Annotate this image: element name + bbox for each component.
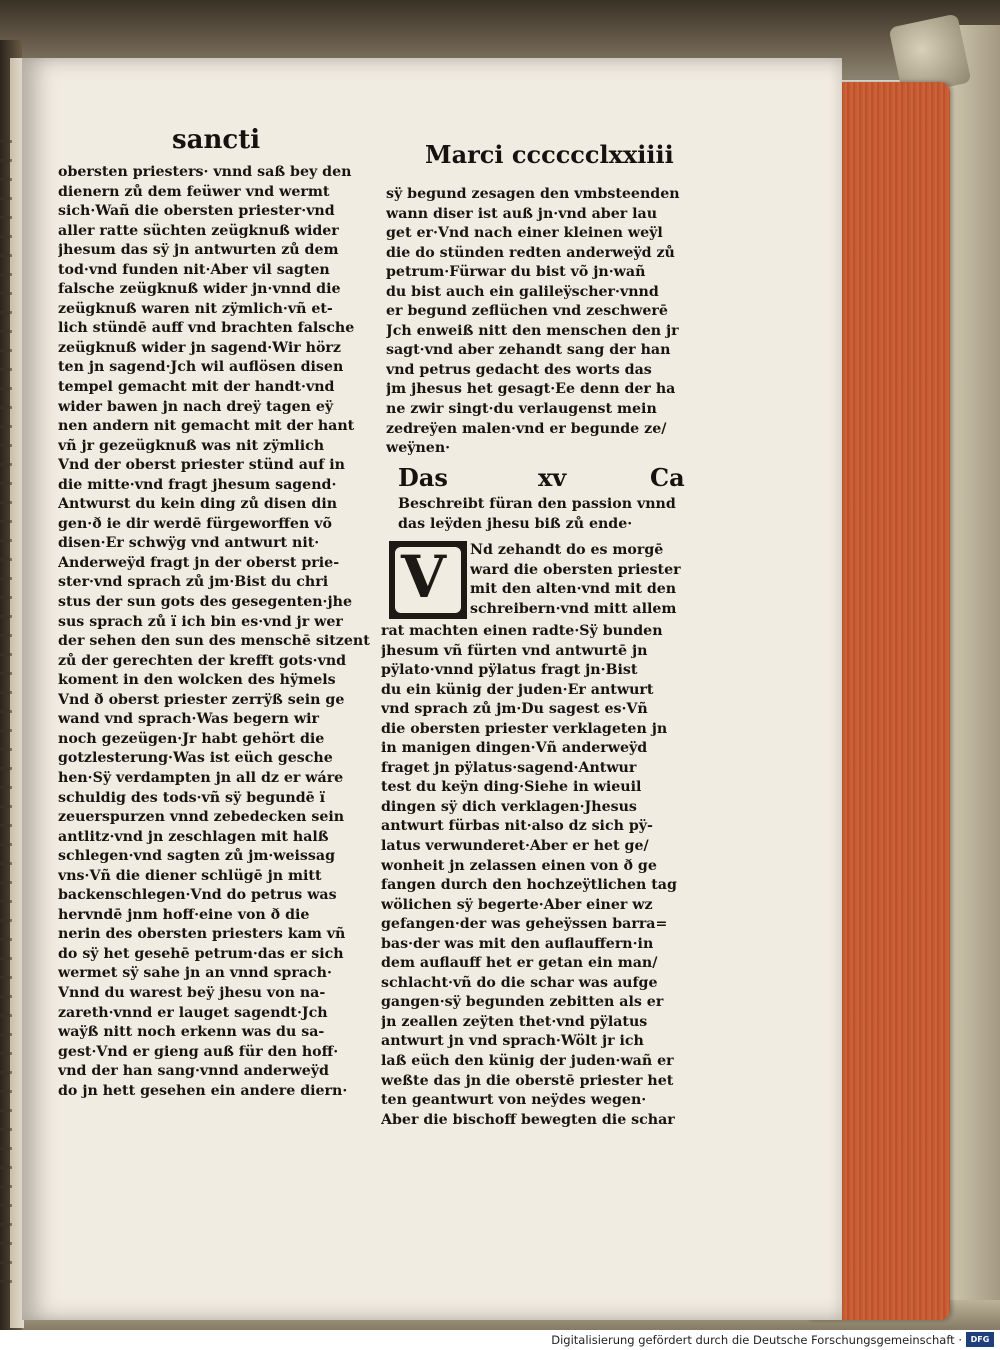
text-line: wölichen sÿ begerte·Aber einer wz [381,896,653,913]
text-line: koment in den wolcken des hÿmels [58,672,336,689]
text-line: get er·Vnd nach einer kleinen weÿl [386,225,663,242]
text-line: zedreÿen malen·vnd er begunde ze/ [386,420,667,437]
text-line: fraget jn pÿlatus·sagend·Antwur [381,759,637,776]
text-line: vnd sprach zů jm·Du sagest es·Vñ [381,701,648,718]
chapter-heading-number: xv [538,463,567,492]
text-line: dingen sÿ dich verklagen·Jhesus [381,798,637,815]
text-line: gest·Vnd er gieng auß für den hoff· [58,1043,339,1060]
text-line: vnd der han sang·vnnd anderweÿd [58,1063,329,1080]
text-line: sÿ begund zesagen den vmbsteenden [386,186,680,202]
text-line: Aber die bischoff bewegten die schar [381,1111,675,1128]
text-line: ward die obersten priester [470,561,681,578]
text-line: test du keÿn ding·Siehe in wieuil [381,779,642,796]
text-line: waÿß nitt noch erkenn was du sa- [58,1024,325,1041]
text-line: ne zwir singt·du verlaugenst mein [386,401,657,418]
text-line: antwurt fürbas nit·also dz sich pÿ- [381,818,653,835]
text-line: wider bawen jn nach dreÿ tagen eÿ [58,398,334,415]
text-line: pÿlato·vnnd pÿlatus fragt jn·Bist [381,662,638,679]
text-line: er begund zeflüchen vnd zeschwerē [386,303,668,320]
text-line: gotzlesterung·Was ist eüch gesche [58,750,333,767]
text-line: zareth·vnnd er lauget sagendt·Jch [58,1004,328,1021]
text-line: die obersten priester verklageten jn [381,720,668,737]
text-line: Vnd ð oberst priester zerrÿß sein ge [58,691,345,708]
text-line: petrum·Fürwar du bist võ jn·wañ [386,264,646,281]
chapter-summary [398,495,698,534]
text-line: dem auflauff het er getan ein man/ [381,955,658,972]
text-line: nerin des obersten priesters kam vñ [58,926,346,943]
text-line: wand vnd sprach·Was begern wir [58,711,319,728]
text-line: tempel gemacht mit der handt·vnd [58,379,335,396]
text-line: noch gezeügen·Jr habt gehört die [58,730,325,747]
text-line: obersten priesters· vnnd saß bey den [58,164,352,180]
text-line: gangen·sÿ begunden zebitten als er [381,994,664,1011]
initial-letter: V [401,543,447,611]
text-line: stus der sun gots des gesegenten·jhe [58,594,352,611]
text-line: bas·der was mit den auflauffern·in [381,935,654,952]
text-line: gefangen·der was geheÿssen barra= [381,916,668,933]
text-line: Nd zehandt do es morgē [470,542,664,558]
text-line: die do stünden redten anderweÿd zů [386,244,675,261]
text-line: ten jn sagend·Jch wil auflösen disen [58,359,344,376]
running-head-right: Marci cccccclxxiiii [425,140,674,169]
text-line: hen·Sÿ verdampten jn all dz er wáre [58,769,344,786]
text-line: du ein künig der juden·Er antwurt [381,681,654,698]
text-line: antlitz·vnd jn zeschlagen mit halß [58,828,329,845]
text-line: zeuerspurzen vnnd zebedecken sein [58,809,345,826]
text-line: jhesum vñ fürten vnd antwurtē jn [381,642,648,659]
text-line: du bist auch ein galileÿscher·vnnd [386,283,659,300]
left-text-column [58,163,370,1101]
text-line: sich·Wañ die obersten priester·vnd [58,203,335,220]
facing-page-text-strip [0,140,12,1290]
right-text-column-bottom [381,622,701,1130]
text-line: jhesum das sÿ jn antwurten zů dem [58,242,339,259]
text-line: zeügknuß wider jn sagend·Wir hörz [58,339,341,356]
text-line: wann diser ist auß jn·vnd aber lau [386,205,658,222]
text-line: nen andern nit gemacht mit der hant [58,418,355,435]
text-line: falsche zeügknuß wider jn·vnnd die [58,281,341,298]
text-line: disen·Er schwÿg vnd antwurt nit· [58,535,320,552]
text-line: Jch enweiß nitt den menschen den jr [386,322,679,339]
text-line: laß eüch den künig der juden·wañ er [381,1053,674,1070]
text-line: schlegen·vnd sagten zů jm·weissag [58,848,336,865]
chapter-heading-abbr: Ca [650,463,685,492]
dfg-logo: DFG [966,1332,994,1347]
text-line: wonheit jn zelassen einen von ð ge [381,857,657,874]
text-line: lich stündē auff vnd brachten falsche [58,320,355,337]
text-line: Beschreibt füran den passion vnnd [398,496,676,512]
text-line: antwurt jn vnd sprach·Wölt jr ich [381,1033,644,1050]
right-text-column-top [386,185,698,459]
text-line: gen·ð ie dir werdē fürgeworffen võ [58,515,332,532]
text-line: aller ratte süchten zeügknuß wider [58,222,339,239]
text-line: Anderweÿd fragt jn der oberst prie- [58,554,340,571]
text-line: Vnnd du warest beÿ jhesu von na- [58,984,326,1001]
text-line: weÿnen· [386,440,451,457]
text-line: zeügknuß waren nit zÿmlich·vñ et- [58,300,333,317]
text-line: sagt·vnd aber zehandt sang der han [386,342,671,359]
text-line: die mitte·vnd fragt jhesum sagend· [58,476,337,493]
running-head-left: sancti [172,125,261,155]
text-line: schuldig des tods·vñ sÿ begundē ï [58,789,325,806]
text-line: schreibern·vnd mitt allem [470,600,677,617]
text-line: tod·vnd funden nit·Aber vil sagten [58,261,330,278]
text-line: vnd petrus gedacht des worts das [386,361,652,378]
text-line: hervndē jnm hoff·eine von ð die [58,906,310,923]
chapter-heading-word: Das [398,463,448,492]
text-line: do sÿ het gesehē petrum·das er sich [58,945,344,962]
text-line: sus sprach zů ï ich bin es·vnd jr wer [58,613,343,630]
text-line: Vnd der oberst priester stünd auf in [58,457,345,474]
text-line: jn zeallen zeÿten thet·vnd pÿlatus [381,1013,648,1030]
text-line: vns·Vñ die diener schlügē jn mitt [58,867,322,884]
decorated-initial [389,541,467,619]
text-line: latus verwunderet·Aber er het ge/ [381,838,649,855]
footer-bar [0,1330,1000,1350]
text-line: rat machten einen radte·Sÿ bunden [381,623,663,639]
text-line: mit den alten·vnd mit den [470,581,677,598]
text-line: zů der gerechten der krefft gots·vnd [58,652,347,669]
footer-credit: Digitalisierung gefördert durch die Deutsche Forschungsgemeinschaft · [551,1333,962,1347]
text-line: der sehen den sun des menschē sitzent [58,633,370,650]
text-line: schlacht·vñ do die schar was aufge [381,974,658,991]
text-line: jm jhesus het gesagt·Ee denn der ha [386,381,676,398]
text-line: dienern zů dem feüwer vnd wermt [58,183,330,200]
initial-side-text [470,541,700,619]
text-line: wermet sÿ sahe jn an vnnd sprach· [58,965,332,982]
text-line: backenschlegen·Vnd do petrus was [58,887,337,904]
text-line: ster·vnd sprach zů jm·Bist du chri [58,574,329,591]
text-line: ten geantwurt von neÿdes wegen· [381,1092,647,1109]
text-line: Antwurst du kein ding zů disen din [58,496,338,513]
text-line: fangen durch den hochzeÿtlichen tag [381,877,677,894]
chapter-heading [398,463,698,493]
text-line: do jn hett gesehen ein andere diern· [58,1082,348,1099]
text-line: vñ jr gezeügknuß was nit zÿmlich [58,437,325,454]
text-line: weßte das jn die oberstē priester het [381,1072,674,1089]
text-line: das leÿden jhesu biß zů ende· [398,515,633,532]
text-line: in manigen dingen·Vñ anderweÿd [381,740,648,757]
